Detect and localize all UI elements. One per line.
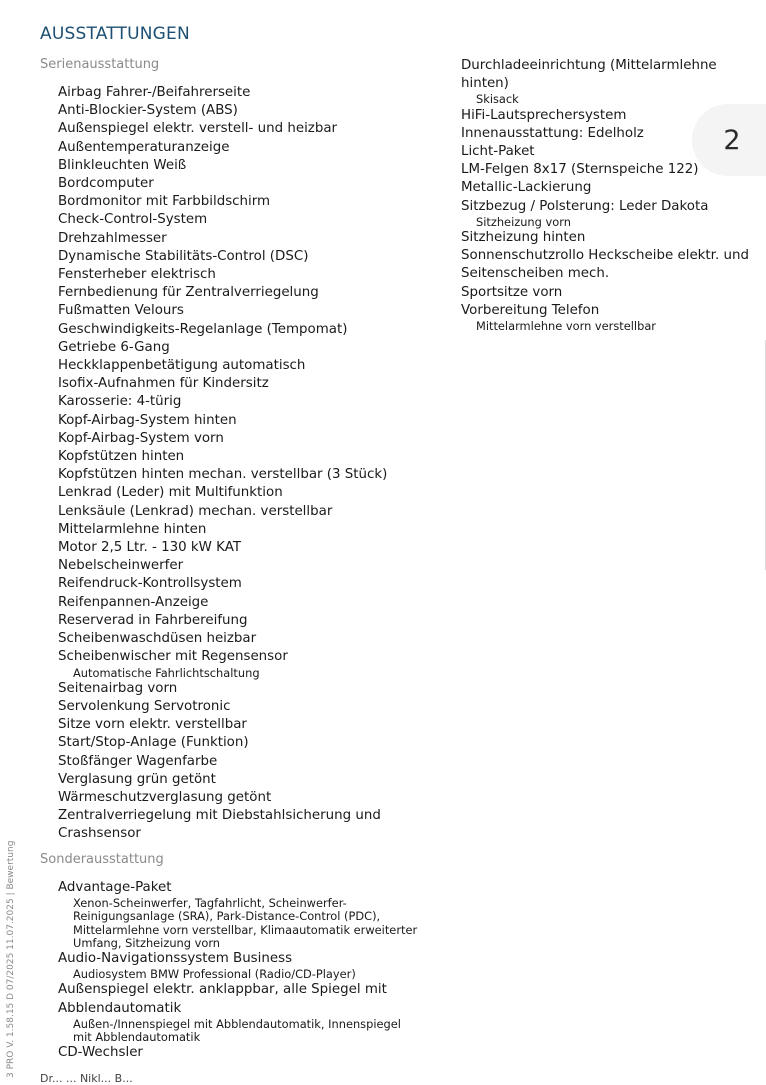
equipment-sub-item: Xenon-Scheinwerfer, Tagfahrlicht, Scheinwerfer-Reinigungsanlage (SRA), Park-Distance-Control (PDC), Mittelarmlehne vorn verstellbar, Klimaautomatik erweiterter Umfang, Sitzheizung vorn [73,896,418,950]
equipment-item: Vorbereitung Telefon [461,302,600,318]
footer-text: Dr... ... Nikl... B... [40,1072,133,1085]
equipment-item: Kopf-Airbag-System vorn [58,430,224,446]
equipment-sub-item: Mittelarmlehne vorn verstellbar [476,319,656,334]
standard-equipment-list [58,84,398,844]
equipment-item: Airbag Fahrer-/Beifahrerseite [58,85,251,100]
equipment-item: Geschwindigkeits-Regelanlage (Tempomat) [58,321,348,337]
equipment-item: Fernbedienung für Zentralverriegelung [58,285,319,301]
equipment-item: Sitze vorn elektr. verstellbar [58,717,247,733]
equipment-item: Getriebe 6-Gang [58,339,170,355]
equipment-item: Start/Stop-Anlage (Funktion) [58,735,249,751]
equipment-item: Scheibenwischer mit Regensensor [58,649,288,665]
equipment-item: CD-Wechsler [58,1045,143,1061]
equipment-item: Anti-Blockier-System (ABS) [58,103,238,119]
equipment-item: Heckklappenbetätigung automatisch [58,358,306,374]
equipment-item: Reifendruck-Kontrollsystem [58,576,242,592]
equipment-item: Kopfstützen hinten [58,449,185,465]
special-equipment-label: Sonderausstattung [40,852,164,867]
equipment-item: Fußmatten Velours [58,303,184,319]
equipment-item: Fensterheber elektrisch [58,267,216,283]
equipment-item: Sonnenschutzrollo Heckscheibe elektr. und Seitenscheiben mech. [461,248,749,282]
equipment-item: Wärmeschutzverglasung getönt [58,789,272,805]
equipment-item: Stoßfänger Wagenfarbe [58,753,218,769]
equipment-item: Reserverad in Fahrbereifung [58,612,248,628]
equipment-item: Reifenpannen-Anzeige [58,594,209,610]
equipment-item: Lenkrad (Leder) mit Multifunktion [58,485,283,501]
equipment-item: Sitzbezug / Polsterung: Leder Dakota [461,198,709,214]
standard-equipment-list-continued [461,57,761,333]
equipment-item: Drehzahlmesser [58,230,167,246]
equipment-item: Motor 2,5 Ltr. - 130 kW KAT [58,540,242,556]
equipment-item: Außentemperaturanzeige [58,139,230,155]
equipment-item: Isofix-Aufnahmen für Kindersitz [58,376,269,392]
equipment-item: Mittelarmlehne hinten [58,521,207,537]
equipment-item: Servolenkung Servotronic [58,698,231,714]
equipment-item: Kopfstützen hinten mechan. verstellbar (3 Stück) [58,467,388,483]
equipment-item: Außenspiegel elektr. anklappbar, alle Spiegel mit Abblendautomatik [58,982,387,1016]
page-number-tab [692,104,766,176]
equipment-item: Licht-Paket [461,144,535,160]
equipment-item: Bordcomputer [58,176,154,192]
equipment-item: Advantage-Paket [58,880,172,895]
equipment-item: Zentralverriegelung mit Diebstahlsicherung und Crashsensor [58,808,381,842]
page-number: 2 [723,124,741,156]
equipment-sub-item: Skisack [476,92,519,107]
equipment-item: Kopf-Airbag-System hinten [58,412,237,428]
standard-equipment-label: Serienausstattung [40,57,160,72]
equipment-item: Scheibenwaschdüsen heizbar [58,631,257,647]
equipment-sub-item: Audiosystem BMW Professional (Radio/CD-Player) [73,967,356,982]
equipment-item: Lenksäule (Lenkrad) mechan. verstellbar [58,503,333,519]
special-equipment-list [58,879,418,1062]
page-title: AUSSTATTUNGEN [40,24,190,44]
equipment-item: Seitenairbag vorn [58,680,178,696]
equipment-item: Nebelscheinwerfer [58,558,184,574]
equipment-item: Sportsitze vorn [461,284,563,300]
equipment-item: Dynamische Stabilitäts-Control (DSC) [58,248,309,264]
equipment-item: HiFi-Lautsprechersystem [461,107,627,123]
equipment-item: Karosserie: 4-türig [58,394,182,410]
equipment-item: Metallic-Lackierung [461,180,592,196]
equipment-item: Audio-Navigationssystem Business [58,951,293,967]
equipment-item: LM-Felgen 8x17 (Sternspeiche 122) [461,162,699,178]
side-version-text: 3 PRO V. 1.58.15 D 07/2025 11.07.2025 | Bewertung [6,840,16,1078]
equipment-item: Außenspiegel elektr. verstell- und heizbar [58,121,338,137]
equipment-item: Durchladeeinrichtung (Mittelarmlehne hinten) [461,58,717,92]
equipment-item: Innenausstattung: Edelholz [461,125,644,141]
equipment-sub-item: Außen-/Innenspiegel mit Abblendautomatik, Innenspiegel mit Abblendautomatik [73,1016,401,1045]
equipment-item: Check-Control-System [58,212,208,228]
equipment-item: Bordmonitor mit Farbbildschirm [58,194,271,210]
equipment-sub-item: Sitzheizung vorn [476,214,571,229]
equipment-item: Sitzheizung hinten [461,230,586,246]
equipment-sub-item: Automatische Fahrlichtschaltung [73,665,260,680]
equipment-item: Verglasung grün getönt [58,771,216,787]
equipment-item: Blinkleuchten Weiß [58,157,187,173]
